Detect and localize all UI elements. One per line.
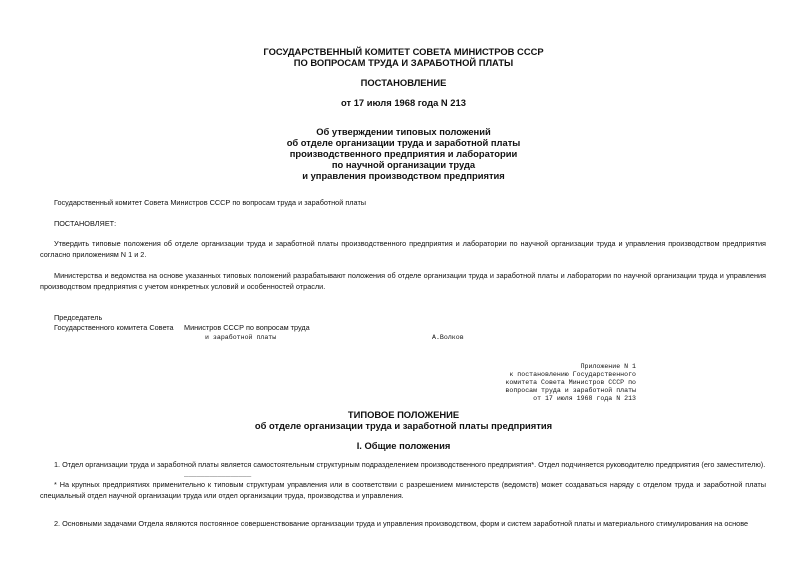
paragraph-1: Утвердить типовые положения об отделе организации труда и заработной платы производственного предприятия и лаборатории по научной организации труда и управления производством предприятия согласно приложениям N 1 и 2.	[40, 239, 766, 259]
signature-role-2: Государственного комитета Совета	[54, 323, 174, 332]
appendix-note-line-4: вопросам труда и заработной платы	[505, 387, 636, 394]
title-line-1: Об утверждении типовых положений	[316, 126, 491, 137]
appendix-title-2: об отделе организации труда и заработной платы предприятия	[254, 420, 553, 431]
title-line-2: об отделе организации труда и заработной платы	[286, 137, 521, 148]
title-line-5: и управления производством предприятия	[302, 170, 505, 181]
signature-name: А.Волков	[432, 334, 464, 341]
issuer-line-2: ПО ВОПРОСАМ ТРУДА И ЗАРАБОТНОЙ ПЛАТЫ	[293, 57, 514, 68]
paragraph-2: Министерства и ведомства на основе указанных типовых положений разрабатывают положения об отделе организации труда и заработной платы и лаборатории по научной организации труда и управления производством предприятия с учетом конкретных условий и особенностей отрасли.	[40, 271, 766, 291]
appendix-title-1: ТИПОВОЕ ПОЛОЖЕНИЕ	[347, 409, 460, 420]
committee-line: Государственный комитет Совета Министров СССР по вопросам труда и заработной платы	[54, 198, 367, 207]
appendix-note-line-3: комитета Совета Министров СССР по	[505, 379, 636, 386]
signature-role-4: и заработной платы	[205, 334, 277, 341]
document-type: ПОСТАНОВЛЕНИЕ	[360, 77, 447, 88]
footnote: * На крупных предприятиях применительно к типовым структурам управления или в соответствии с разрешением министерств (ведомств) может создаваться наряду с отделом труда и заработной платы специальный отдел научной организации труда или отдел организации труда, производства и управления.	[40, 480, 766, 500]
document-date: от 17 июля 1968 года N 213	[341, 97, 466, 108]
issuer-line-1: ГОСУДАРСТВЕННЫЙ КОМИТЕТ СОВЕТА МИНИСТРОВ СССР	[263, 46, 544, 57]
appendix-note-line-1: Приложение N 1	[580, 363, 636, 370]
appendix-note-line-5: от 17 июля 1968 года N 213	[533, 395, 636, 402]
item-2: 2. Основными задачами Отдела являются постоянное совершенствование организации труда и управления производством, форм и систем заработной платы и материального стимулирования на основе	[54, 519, 749, 528]
section-heading: I. Общие положения	[356, 440, 451, 451]
title-line-3: производственного предприятия и лаборатории	[289, 148, 518, 159]
title-line-4: по научной организации труда	[331, 159, 476, 170]
resolves-line: ПОСТАНОВЛЯЕТ:	[54, 219, 117, 228]
appendix-note-line-2: к постановлению Государственного	[509, 371, 636, 378]
signature-role-3: Министров СССР по вопросам труда	[184, 323, 310, 332]
footnote-separator: ________________	[184, 471, 252, 479]
item-1: 1. Отдел организации труда и заработной платы является самостоятельным структурным подразделением производственного предприятия*. Отдел подчиняется руководителю предприятия (его заместителю).	[54, 460, 766, 469]
signature-role-1: Председатель	[54, 313, 103, 322]
